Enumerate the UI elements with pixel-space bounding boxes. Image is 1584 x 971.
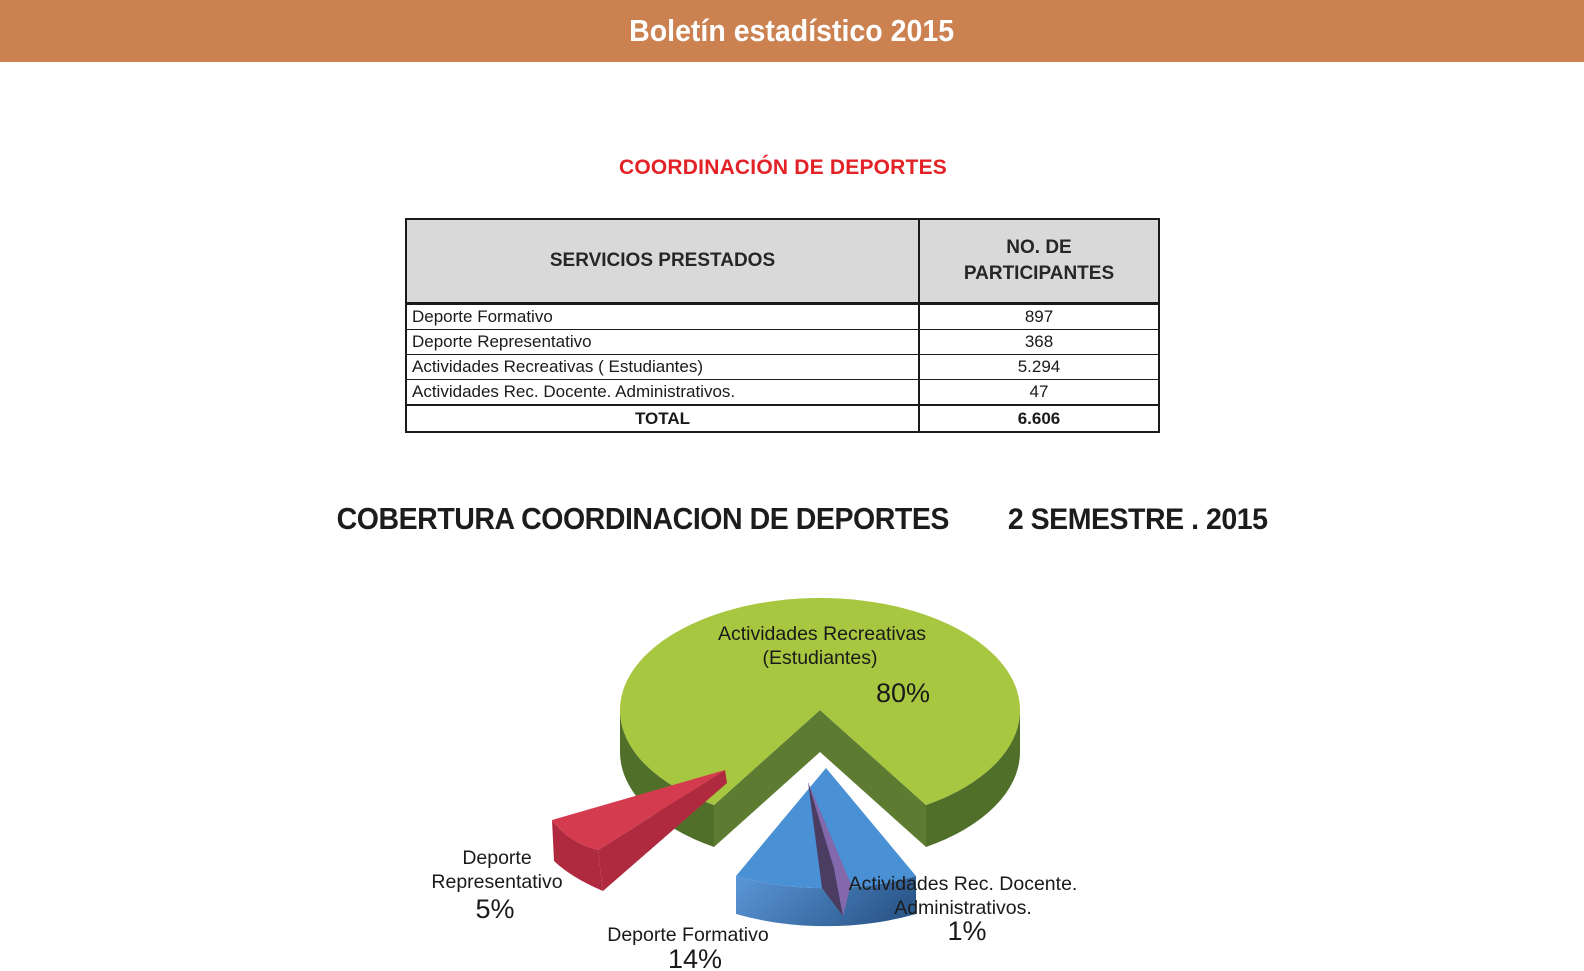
table-row [407, 329, 1158, 354]
row-value: 47 [1029, 382, 1049, 401]
pct-recreativas: 80% [875, 678, 931, 708]
chart-title-period: 2 SEMESTRE . 2015 [1007, 503, 1268, 536]
table-header-row [407, 220, 1158, 304]
label-representativo-line2: Representativo [431, 871, 563, 893]
page-title: Boletín estadístico 2015 [629, 13, 955, 48]
col-header-servicios: SERVICIOS PRESTADOS [407, 220, 920, 302]
row-label: Deporte Formativo [407, 305, 920, 329]
label-administrativos-line1: Actividades Rec. Docente. [848, 873, 1078, 895]
pct-formativo: 14% [667, 944, 723, 971]
table-row [407, 354, 1158, 379]
pct-administrativos: 1% [947, 916, 987, 946]
label-recreativas-line1: Actividades Recreativas [717, 623, 927, 645]
row-value: 5.294 [1017, 357, 1061, 376]
total-value: 6.606 [1017, 408, 1061, 428]
row-label: Actividades Rec. Docente. Administrativos. [407, 380, 920, 404]
services-table [405, 218, 1160, 433]
label-recreativas-line2: (Estudiantes) [762, 647, 878, 669]
pie-chart [0, 560, 1584, 971]
table-total-row [407, 404, 1158, 431]
label-administrativos-line2: Administrativos. [894, 897, 1032, 919]
total-label: TOTAL [407, 406, 920, 431]
row-value: 368 [1024, 332, 1054, 351]
row-label: Deporte Representativo [407, 330, 920, 354]
chart-title-main: COBERTURA COORDINACION DE DEPORTES [336, 501, 949, 536]
header-bar [0, 0, 1584, 62]
row-label: Actividades Recreativas ( Estudiantes) [407, 355, 920, 379]
section-title: COORDINACIÓN DE DEPORTES [619, 156, 947, 179]
chart-title [0, 501, 1584, 537]
row-value: 897 [1024, 307, 1054, 326]
col-header-participantes: NO. DE PARTICIPANTES [963, 237, 1115, 284]
pct-representativo: 5% [475, 894, 515, 924]
label-representativo-line1: Deporte [462, 847, 532, 869]
table-row [407, 304, 1158, 329]
table-row [407, 379, 1158, 404]
label-formativo: Deporte Formativo [607, 924, 769, 946]
